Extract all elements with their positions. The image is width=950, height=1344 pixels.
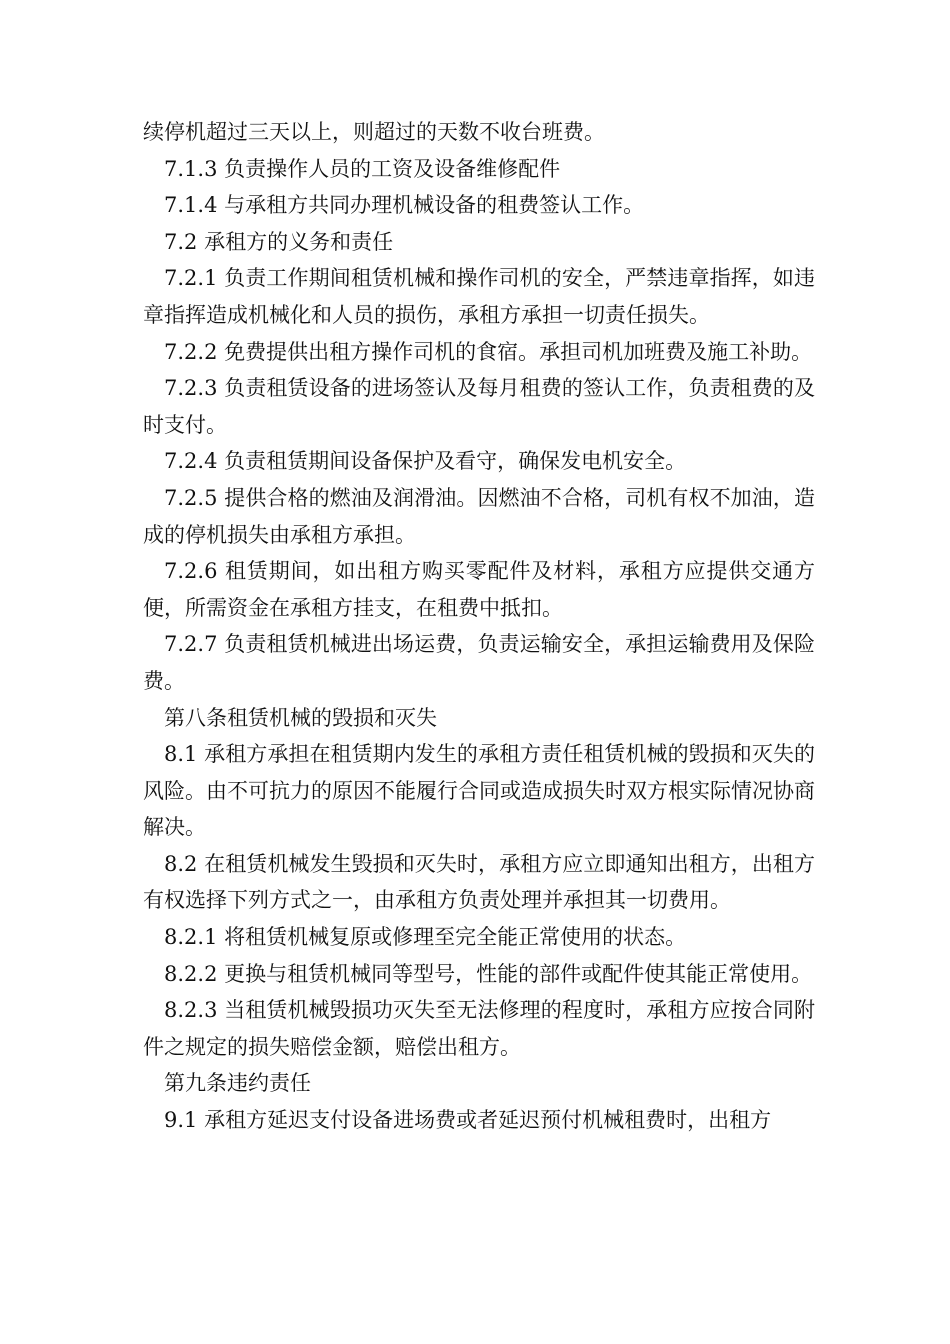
- paragraph-7-2-2: 7.2.2 免费提供出租方操作司机的食宿。承担司机加班费及施工补助。: [164, 339, 813, 364]
- paragraph-continuation: 续停机超过三天以上，则超过的天数不收台班费。: [143, 120, 605, 144]
- paragraph-8-2-1: 8.2.1 将租赁机械复原或修理至完全能正常使用的状态。: [164, 925, 687, 950]
- paragraph-7-1-3: 7.1.3 负责操作人员的工资及设备维修配件: [164, 156, 561, 181]
- paragraph-7-2-6: 7.2.6 租赁期间，如出租方购买零配件及材料，承租方应提供交通方便，所需资金在承租方挂支，在租费中抵扣。: [143, 559, 815, 620]
- paragraph-9-1: 9.1 承租方延迟支付设备进场费或者延迟预付机械租费时，出租方: [164, 1108, 772, 1133]
- document-body: [143, 114, 815, 1139]
- paragraph-7-2-7: 7.2.7 负责租赁机械进出场运费，负责运输安全，承担运输费用及保险费。: [143, 632, 815, 693]
- article-heading-9: 第九条违约责任: [164, 1071, 311, 1096]
- paragraph-8-1: 8.1 承租方承担在租赁期内发生的承租方责任租赁机械的毁损和灭失的风险。由不可抗力的原因不能履行合同或造成损失时双方根实际情况协商解决。: [143, 742, 815, 840]
- paragraph-8-2-2: 8.2.2 更换与租赁机械同等型号，性能的部件或配件使其能正常使用。: [164, 961, 813, 986]
- paragraph-7-2-4: 7.2.4 负责租赁期间设备保护及看守，确保发电机安全。: [164, 449, 687, 474]
- paragraph-8-2: 8.2 在租赁机械发生毁损和灭失时，承租方应立即通知出租方，出租方有权选择下列方式之一，由承租方负责处理并承担其一切费用。: [143, 851, 815, 913]
- paragraph-7-2-1: 7.2.1 负责工作期间租赁机械和操作司机的安全，严禁违章指挥，如违章指挥造成机械化和人员的损伤，承租方承担一切责任损失。: [143, 266, 815, 327]
- paragraph-7-2-3: 7.2.3 负责租赁设备的进场签认及每月租费的签认工作，负责租费的及时支付。: [143, 376, 815, 437]
- article-heading-8: 第八条租赁机械的毁损和灭失: [164, 705, 437, 730]
- paragraph-7-2-5: 7.2.5 提供合格的燃油及润滑油。因燃油不合格，司机有权不加油，造成的停机损失由承租方承担。: [143, 485, 815, 547]
- paragraph-7-1-4: 7.1.4 与承租方共同办理机械设备的租费签认工作。: [164, 193, 645, 218]
- section-heading-7-2: 7.2 承租方的义务和责任: [164, 229, 394, 254]
- paragraph-8-2-3: 8.2.3 当租赁机械毁损功灭失至无法修理的程度时，承租方应按合同附件之规定的损失赔偿金额，赔偿出租方。: [143, 998, 815, 1059]
